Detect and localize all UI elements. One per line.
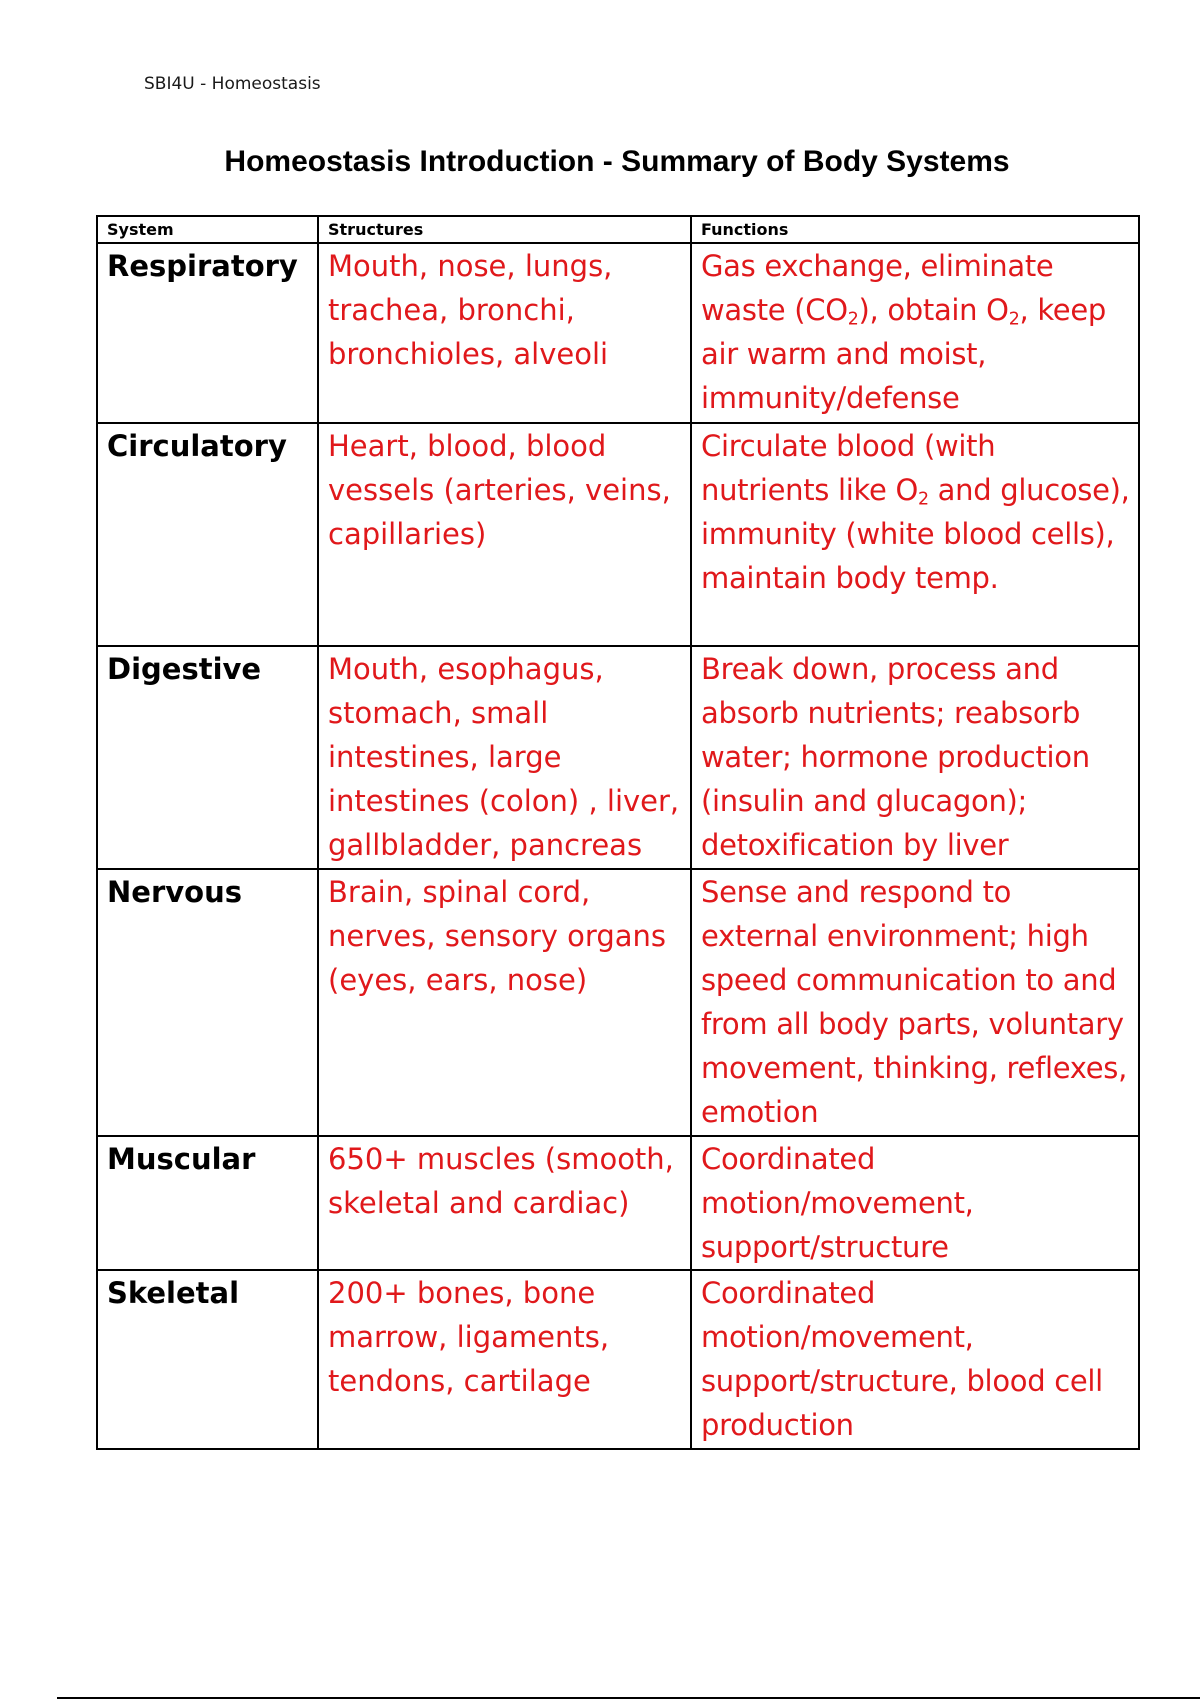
structures-cell: Heart, blood, blood vessels (arteries, veins, capillaries) (318, 423, 691, 646)
system-name: Respiratory (97, 243, 318, 423)
body-systems-table (96, 215, 1140, 1450)
functions-text: Circulate blood (with nutrients like O (701, 429, 996, 507)
functions-text: ), obtain O (858, 293, 1009, 327)
functions-text: Gas exchange, eliminate waste (CO (701, 249, 1054, 327)
column-header-system: System (97, 216, 318, 243)
functions-cell: Sense and respond to external environment; high speed communication to and from all body parts, voluntary movement, thinking, reflexes, emotion (691, 869, 1139, 1136)
functions-cell (691, 243, 1139, 423)
structures-cell: Mouth, nose, lungs, trachea, bronchi, bronchioles, alveoli (318, 243, 691, 423)
column-header-structures: Structures (318, 216, 691, 243)
table-row-digestive (97, 646, 1139, 869)
structures-cell: Mouth, esophagus, stomach, small intestines, large intestines (colon) , liver, gallbladder, pancreas (318, 646, 691, 869)
subscript: 2 (1008, 309, 1020, 330)
footer-divider (57, 1697, 1200, 1699)
table-row-circulatory (97, 423, 1139, 646)
functions-cell: Coordinated motion/movement, support/structure, blood cell production (691, 1270, 1139, 1449)
functions-cell: Coordinated motion/movement, support/structure (691, 1136, 1139, 1270)
table-row-respiratory (97, 243, 1139, 423)
functions-text: and glucose), immunity (white blood cells), maintain body temp. (701, 473, 1130, 595)
structures-cell: Brain, spinal cord, nerves, sensory organs (eyes, ears, nose) (318, 869, 691, 1136)
table-row-muscular (97, 1136, 1139, 1270)
structures-cell: 650+ muscles (smooth, skeletal and cardiac) (318, 1136, 691, 1270)
system-name: Skeletal (97, 1270, 318, 1449)
subscript: 2 (847, 309, 859, 330)
column-header-functions: Functions (691, 216, 1139, 243)
table-row-skeletal (97, 1270, 1139, 1449)
system-name: Digestive (97, 646, 318, 869)
functions-text: , keep air warm and moist, immunity/defense (701, 293, 1106, 415)
table-row-nervous (97, 869, 1139, 1136)
page-header: SBI4U - Homeostasis (144, 74, 321, 94)
system-name: Circulatory (97, 423, 318, 646)
system-name: Nervous (97, 869, 318, 1136)
functions-cell: Break down, process and absorb nutrients; reabsorb water; hormone production (insulin and glucagon); detoxification by liver (691, 646, 1139, 869)
functions-cell (691, 423, 1139, 646)
structures-cell: 200+ bones, bone marrow, ligaments, tendons, cartilage (318, 1270, 691, 1449)
system-name: Muscular (97, 1136, 318, 1270)
subscript: 2 (918, 489, 929, 510)
table-header-row (97, 216, 1139, 243)
document-title: Homeostasis Introduction - Summary of Body Systems (224, 145, 1010, 178)
